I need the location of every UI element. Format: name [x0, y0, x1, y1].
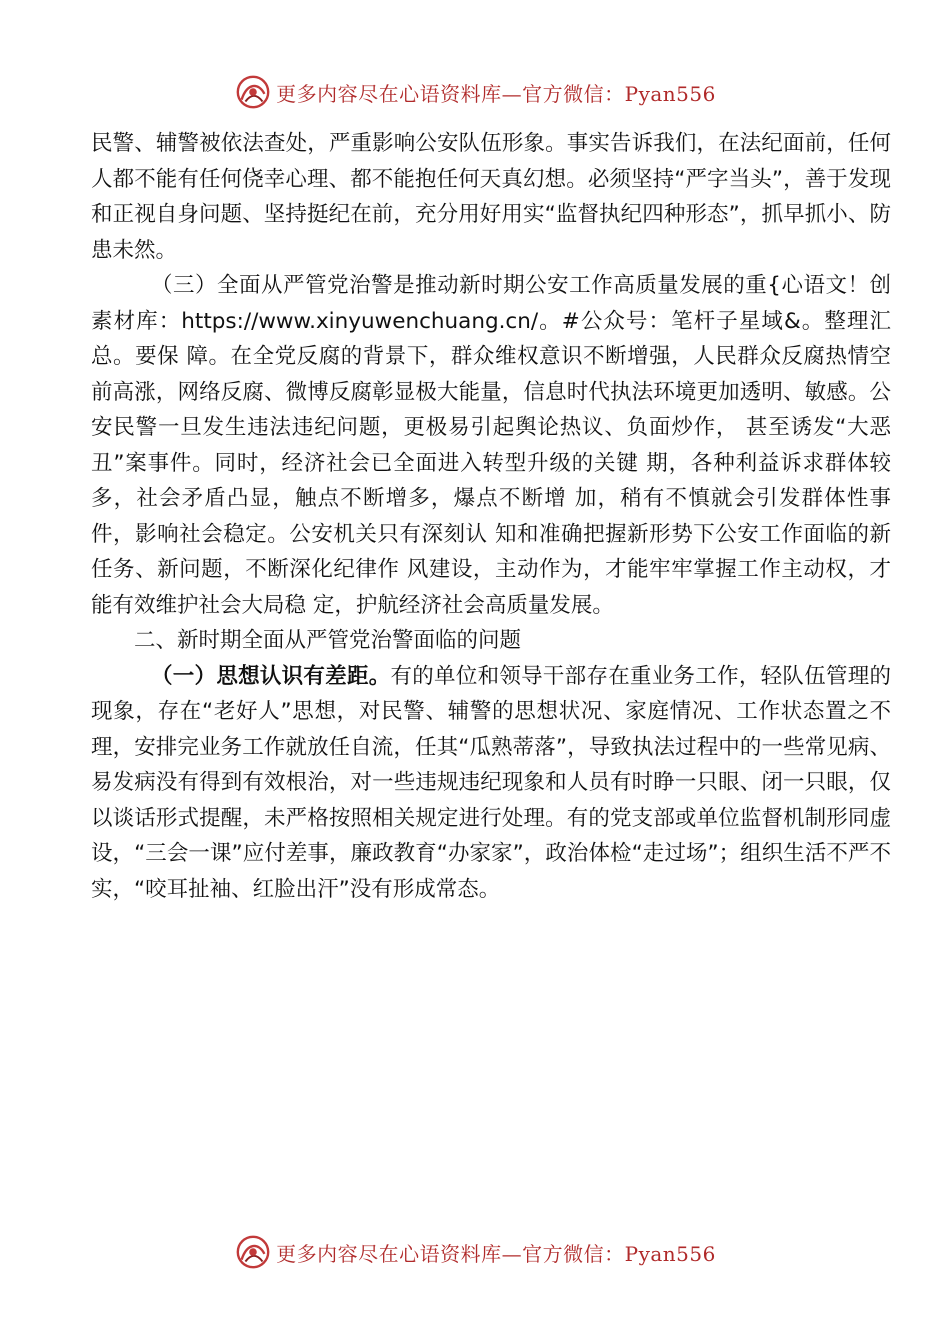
footer-watermark-text: 更多内容尽在心语资料库—官方微信：Pyan556 [276, 1241, 716, 1266]
paragraph-3-bold-lead: （一）思想认识有差距。 [151, 663, 391, 689]
footer-watermark [0, 1230, 950, 1274]
paragraph-2: （三）全面从严管党治警是推动新时期公安工作高质量发展的重{心语文！创素材库：https://www.xinyuwenchuang.cn/。#公众号：笔杆子星域&。整理汇总。要保 障。在全党反腐的背景下，群众维权意识不断增强，人民群众反腐热情空 前高涨，网络反腐、微博反腐彰显极大能量，信息时代执法环境更加透明、敏感。公安民警一旦发生违法违纪问题，更极易引起舆论热议、负面炒作， 甚至诱发“大恶丑”案事件。同时，经济社会已全面进入转型升级的关键 期，各种利益诉求群体较多，社会矛盾凸显，触点不断增多，爆点不断增 加，稍有不慎就会引发群体性事件，影响社会稳定。公安机关只有深刻认 知和准确把握新形势下公安工作面临的新任务、新问题，不断深化纪律作 风建设，主动作为，才能牢牢掌握工作主动权，才能有效维护社会大局稳 定，护航经济社会高质量发展。 [91, 273, 891, 618]
section-heading-2: 二、新时期全面从严管党治警面临的问题 [134, 628, 522, 653]
watermark-logo-icon [234, 73, 272, 111]
header-watermark [0, 70, 950, 114]
document-body [91, 126, 891, 907]
header-watermark-text: 更多内容尽在心语资料库—官方微信：Pyan556 [276, 81, 716, 106]
paragraph-1: 民警、辅警被依法查处，严重影响公安队伍形象。事实告诉我们，在法纪面前，任何人都不能有任何侥幸心理、都不能抱任何天真幻想。必须坚持“严字当头”，善于发现和正视自身问题、坚持挺纪在前，充分用好用实“监督执纪四种形态”，抓早抓小、防患未然。 [91, 131, 891, 263]
paragraph-3-text: 有的单位和领导干部存在重业务工作，轻队伍管理的现象，存在“老好人”思想，对民警、辅警的思想状况、家庭情况、工作状态置之不理，安排完业务工作就放任自流，任其“瓜熟蒂落”，导致执法过程中的一些常见病、易发病没有得到有效根治，对一些违规违纪现象和人员有时睁一只眼、闭一只眼，仅以谈话形式提醒，未严格按照相关规定进行处理。有的党支部或单位监督机制形同虚设，“三会一课”应付差事，廉政教育“办家家”，政治体检“走过场”；组织生活不严不实，“咬耳扯袖、红脸出汗”没有形成常态。 [91, 663, 891, 902]
paragraph-3 [91, 659, 891, 908]
watermark-logo-icon [234, 1233, 272, 1271]
